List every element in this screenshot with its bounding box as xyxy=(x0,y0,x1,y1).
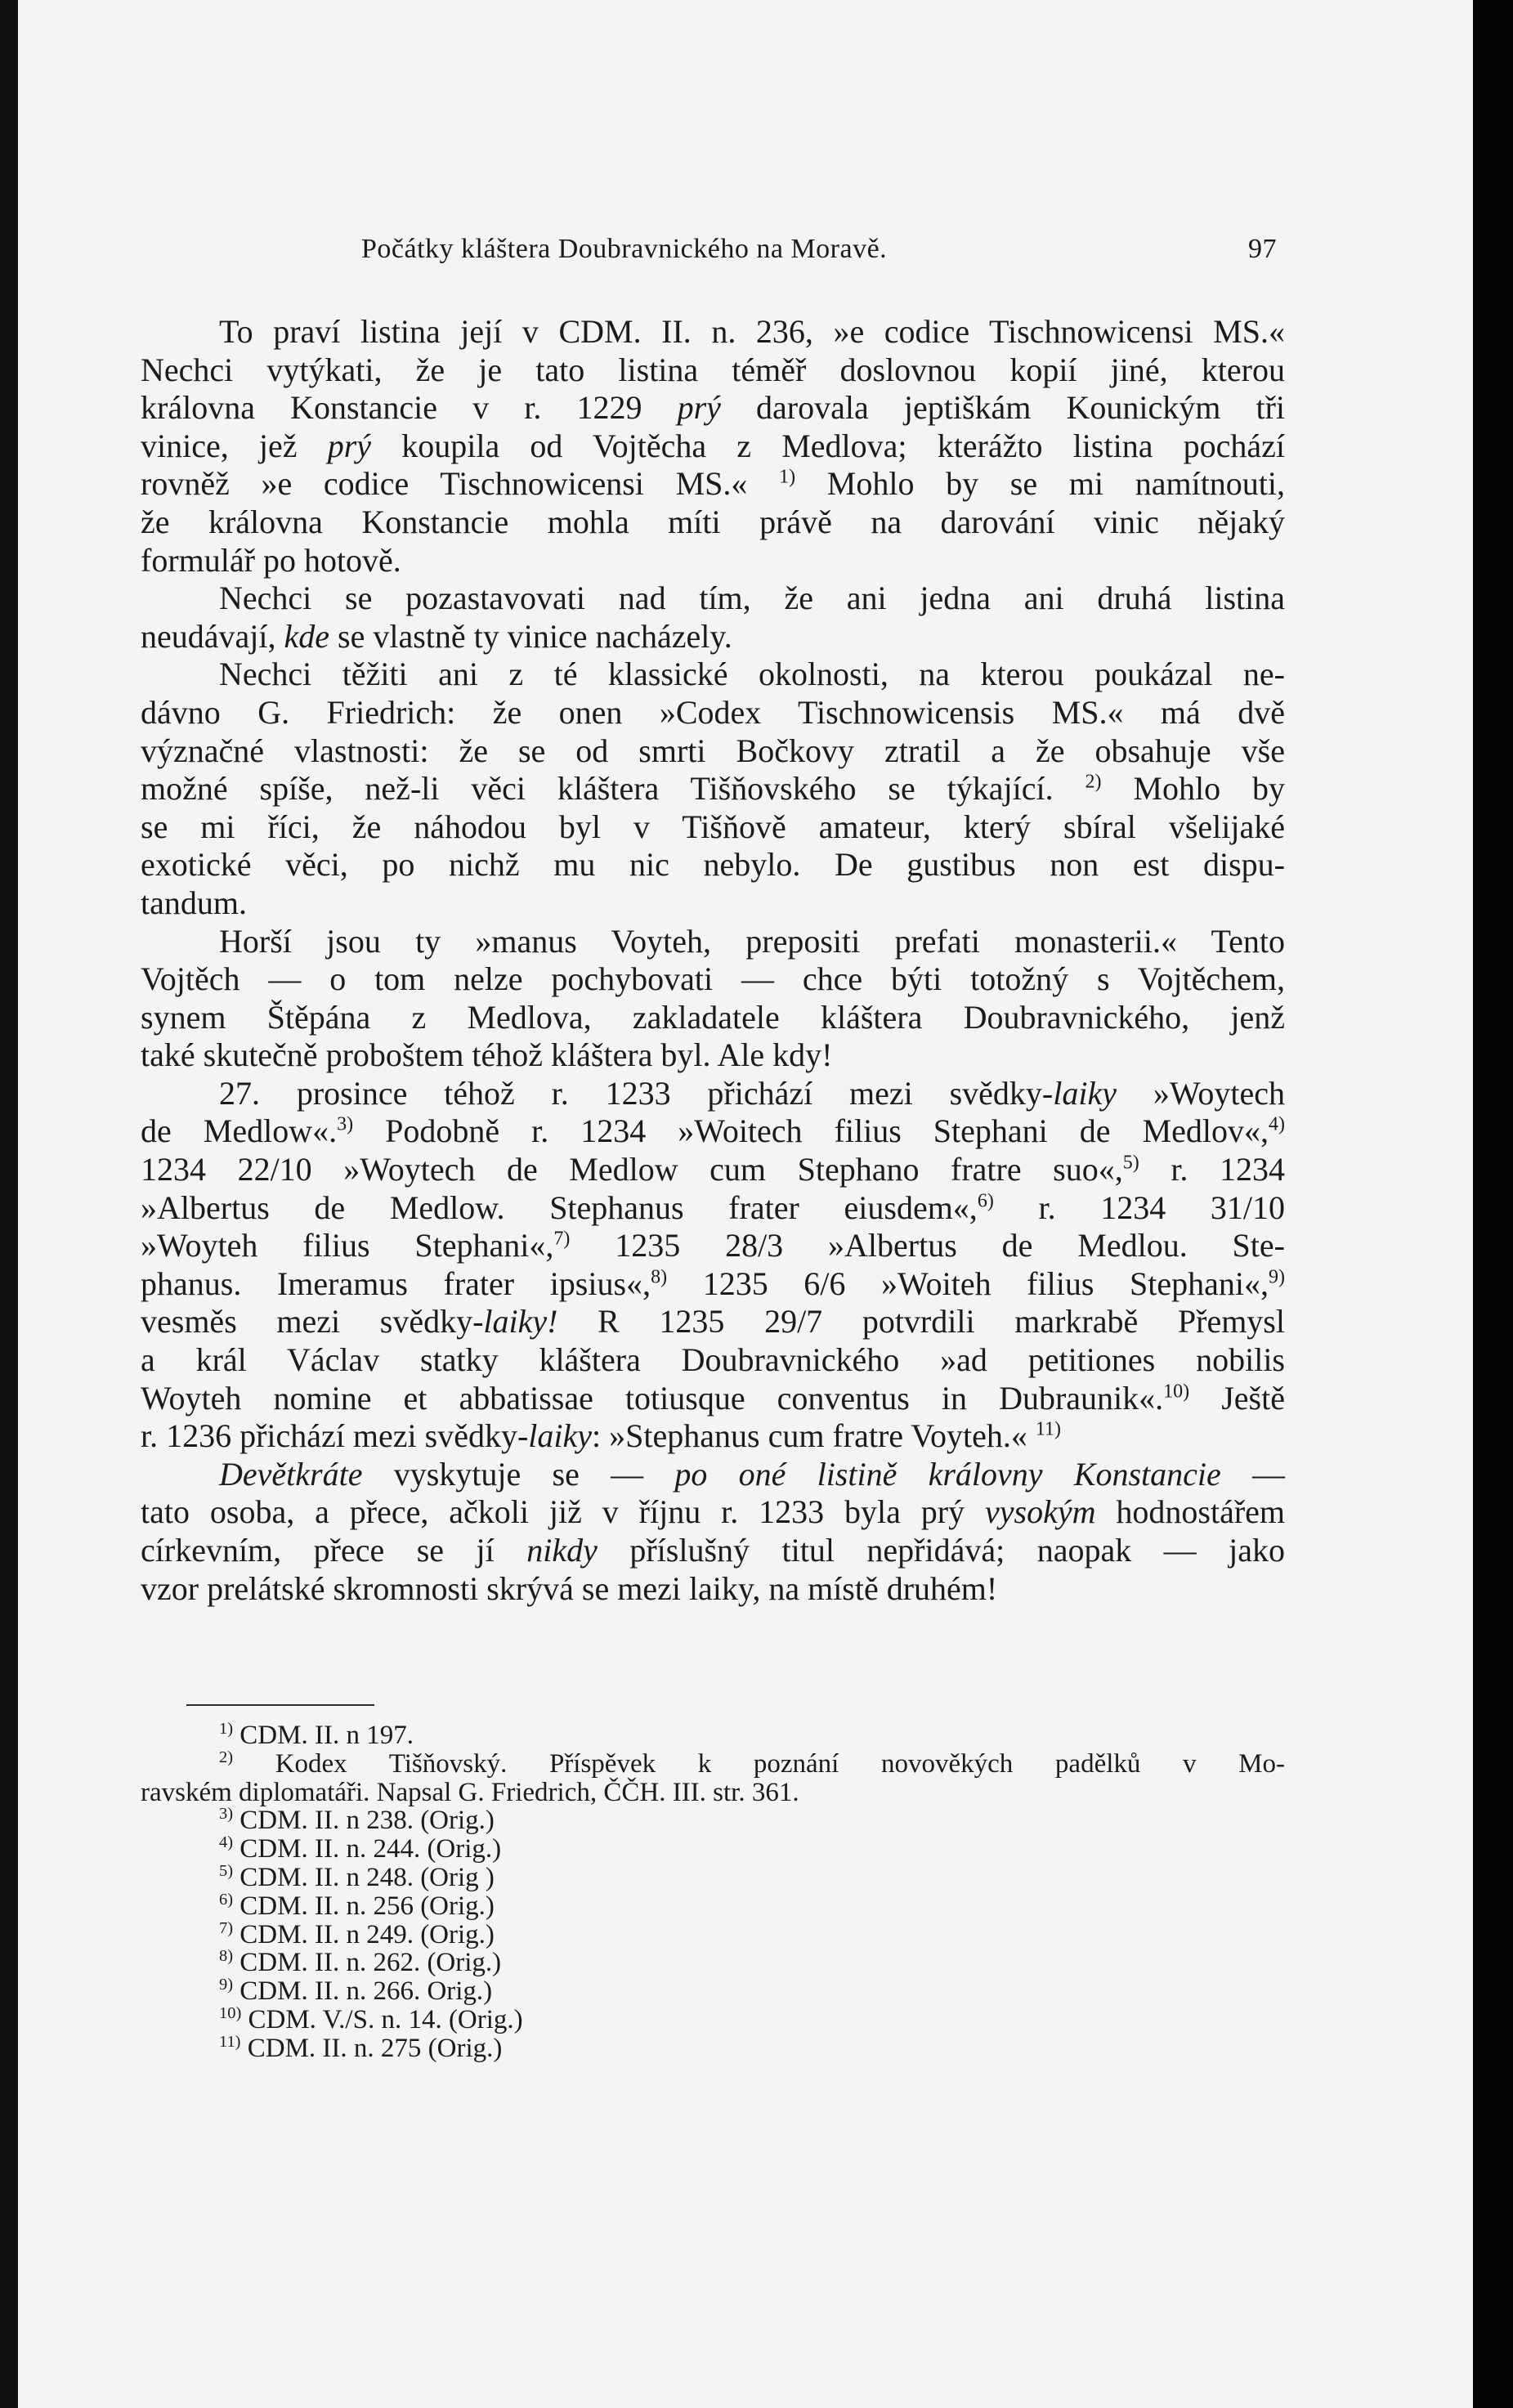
text-line: a král Václav statky kláštera Doubravnického »ad petitiones nobilis xyxy=(141,1341,1285,1379)
emphasis: laiky xyxy=(528,1417,593,1455)
text-line: 27. prosince téhož r. 1233 přichází mezi svědky-laiky »Woytech xyxy=(219,1074,1285,1112)
footnote: ravském diplomatáři. Napsal G. Friedrich, ČČH. III. str. 361. xyxy=(141,1777,799,1807)
text-line: »Albertus de Medlow. Stephanus frater eiusdem«,$^{6)}$ r. 1234 31/10 xyxy=(141,1188,1285,1226)
footnote: $^{3)}$ CDM. II. n 238. (Orig.) xyxy=(219,1805,495,1836)
footnote: $^{1)}$ CDM. II. n 197. xyxy=(219,1720,414,1750)
text-line: Nechci se pozastavovati nad tím, že ani jedna ani druhá listina xyxy=(219,580,1285,617)
emphasis: vysokým xyxy=(985,1493,1096,1531)
footnote-ref: 4) xyxy=(1269,1114,1285,1136)
emphasis: Devětkráte xyxy=(219,1455,363,1493)
text-line: »Woyteh filius Stephani«,$^{7)}$ 1235 28/3 »Albertus de Medlou. Ste- xyxy=(141,1227,1285,1264)
text-line: tandum. xyxy=(141,884,247,921)
footnote: $^{7)}$ CDM. II. n 249. (Orig.) xyxy=(219,1918,495,1949)
footnote: $^{10)}$ CDM. V./S. n. 14. (Orig.) xyxy=(219,2003,523,2034)
text-line: rovněž »e codice Tischnowicensi MS.« $^{1)}$ Mohlo by se mi namítnouti, xyxy=(141,465,1286,503)
footnote-ref: 10) xyxy=(1163,1381,1190,1403)
emphasis: laiky xyxy=(1053,1074,1117,1112)
emphasis: prý xyxy=(677,389,721,427)
text-line: Nechci vytýkati, že je tato listina téměř doslovnou kopií jiné, kterou xyxy=(141,351,1285,388)
text-line: Nechci těžiti ani z té klassické okolnosti, na kterou poukázal ne- xyxy=(219,656,1285,693)
text-line: de Medlow«.$^{3)}$ Podobně r. 1234 »Woitech filius Stephani de Medlov«,$^{4)}$ xyxy=(141,1112,1285,1150)
footnote: $^{9)}$ CDM. II. n. 266. Orig.) xyxy=(219,1976,493,2007)
text-line: Devětkráte vyskytuje se — po oné listině královny Konstancie — xyxy=(219,1455,1286,1493)
text-line: neudávají, kde se vlastně ty vinice nacházely. xyxy=(141,617,732,655)
text-line: exotické věci, po nichž mu nic nebylo. De gustibus non est dispu- xyxy=(141,846,1285,884)
text-line: tato osoba, a přece, ačkoli již v říjnu r. 1233 byla prý vysokým hodnostářem xyxy=(141,1493,1286,1531)
footnote-ref: 2) xyxy=(1085,771,1102,793)
running-header xyxy=(18,234,1473,266)
footnote-ref: 7) xyxy=(553,1228,571,1250)
text-line: Vojtěch — o tom nelze pochybovati — chce býti totožný s Vojtěchem, xyxy=(141,960,1285,998)
body-text xyxy=(141,313,1285,1608)
text-line: církevním, přece se jí nikdy příslušný titul nepřidává; naopak — jako xyxy=(141,1532,1286,1569)
text-line: vesměs mezi svědky-laiky! R 1235 29/7 potvrdili markrabě Přemysl xyxy=(141,1303,1285,1341)
footnote: $^{11)}$ CDM. II. n. 275 (Orig.) xyxy=(219,2032,503,2063)
footnote-ref: 3) xyxy=(337,1114,354,1136)
text-line: královna Konstancie v r. 1229 prý darovala jeptiškám Kounickým tři xyxy=(141,389,1286,427)
text-line: dávno G. Friedrich: že onen »Codex Tischnowicensis MS.« má dvě xyxy=(141,693,1285,731)
footnote-ref: 9) xyxy=(1269,1266,1286,1288)
footnote: $^{8)}$ CDM. II. n. 262. (Orig.) xyxy=(219,1947,502,1978)
emphasis: kde xyxy=(284,617,330,655)
document-page xyxy=(18,0,1473,2408)
emphasis: nikdy xyxy=(526,1532,598,1569)
footnote-ref: 11) xyxy=(1035,1418,1062,1440)
scan-border xyxy=(1473,0,1513,2408)
footnote-ref: 1) xyxy=(779,467,796,489)
text-line: phanus. Imeramus frater ipsius«,$^{8)}$ 1235 6/6 »Woiteh filius Stephani«,$^{9)}$ xyxy=(141,1264,1286,1302)
footnote: $^{2)}$ Kodex Tišňovský. Příspěvek k poznání novověkých padělků v Mo- xyxy=(219,1748,1286,1779)
text-line: význačné vlastnosti: že se od smrti Bočkovy ztratil a že obsahuje vše xyxy=(141,732,1285,769)
page-number: 97 xyxy=(1248,234,1277,264)
text-line: že královna Konstancie mohla míti právě na darování vinic nějaký xyxy=(141,503,1285,540)
footnote: $^{4)}$ CDM. II. n. 244. (Orig.) xyxy=(219,1833,502,1864)
emphasis: po oné listině královny Konstancie xyxy=(674,1455,1221,1493)
footnote: $^{6)}$ CDM. II. n. 256 (Orig.) xyxy=(219,1890,495,1921)
header-title: Počátky kláštera Doubravnického na Moravě. xyxy=(361,234,888,264)
text-line: Woyteh nomine et abbatissae totiusque conventus in Dubraunik«.$^{10)}$ Ještě xyxy=(141,1379,1285,1417)
text-line: To praví listina její v CDM. II. n. 236, »e codice Tischnowicensi MS.« xyxy=(219,313,1285,350)
emphasis: prý xyxy=(327,427,372,464)
text-line: se mi říci, že náhodou byl v Tišňově amateur, který sbíral všelijaké xyxy=(141,808,1285,845)
text-line: synem Štěpána z Medlova, zakladatele kláštera Doubravnického, jenž xyxy=(141,998,1285,1036)
text-line: r. 1236 přichází mezi svědky-laiky: »Stephanus cum fratre Voyteh.« $^{11)}$ xyxy=(141,1417,1062,1455)
footnote-ref: 6) xyxy=(977,1190,994,1212)
text-line: vzor prelátské skromnosti skrývá se mezi laiky, na místě druhém! xyxy=(141,1569,998,1607)
text-line: formulář po hotově. xyxy=(141,541,401,579)
text-line: také skutečně proboštem téhož kláštera byl. Ale kdy! xyxy=(141,1036,833,1074)
text-line: 1234 22/10 »Woytech de Medlow cum Stephano fratre suo«,$^{5)}$ r. 1234 xyxy=(141,1151,1285,1188)
text-line: možné spíše, než-li věci kláštera Tišňovského se týkající. $^{2)}$ Mohlo by xyxy=(141,770,1285,808)
footnote: $^{5)}$ CDM. II. n 248. (Orig ) xyxy=(219,1861,495,1892)
footnotes xyxy=(141,1721,1285,2063)
footnote-ref: 8) xyxy=(651,1266,668,1288)
emphasis: laiky! xyxy=(483,1303,558,1341)
text-line: Horší jsou ty »manus Voyteh, prepositi prefati monasterii.« Tento xyxy=(219,922,1285,960)
footnote-divider xyxy=(186,1704,374,1706)
text-line: vinice, jež prý koupila od Vojtěcha z Medlova; kterážto listina pochází xyxy=(141,427,1286,464)
footnote-ref: 5) xyxy=(1122,1152,1139,1174)
